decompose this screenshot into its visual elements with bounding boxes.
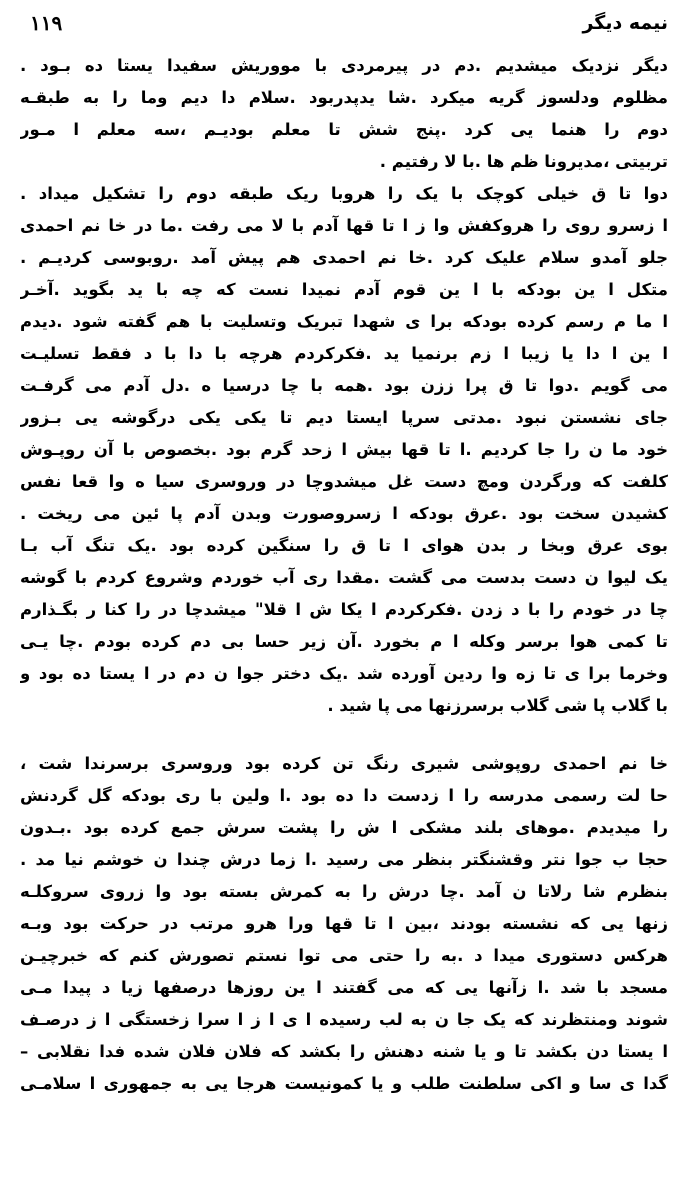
text-line: حجا ب جوا نتر وقشنگتر بنظر می رسید .ا زما درش چندا ن خوشم نیا مد . xyxy=(20,850,668,869)
text-line: ا ین ا دا یا زیبا ا زم برنمیا ید .فکرکردم هرچه با دا با د فقط تسلیـت xyxy=(20,344,668,363)
text-line: خا نم احمدی روپوشی شیری رنگ تن کرده بود وروسری برسرندا شت ، xyxy=(20,754,668,773)
text-line: بوی عرق وبخا ر بدن هوای ا تا ق را سنگین کرده بود .یک تنگ آب بـا xyxy=(20,536,668,555)
text-line: تا کمی هوا برسر وکله ا م بخورد .آن زیر حسا بی دم کرده بودم .چا یـی xyxy=(20,632,668,651)
text-line: جای نشستن نبود .مدتی سرپا ایستا دیم تا یکی یکی درگوشه یی بـزور xyxy=(20,408,668,427)
text-line: هرکس دستوری میدا د .به را حتی می توا نستم تصورش کنم که خبرچیـن xyxy=(20,946,668,965)
paragraph xyxy=(20,748,668,1100)
text-line: متکل ا ین بودکه با ا ین قوم آدم نمیدا نست که چه با ید بگوید .آخـر xyxy=(20,280,668,299)
page-number: ۱۱۹ xyxy=(30,11,63,35)
text-line: با گلاب پا شی گلاب برسرزنها می پا شید . xyxy=(327,696,668,715)
text-line: جلو آمدو سلام علیک کرد .خا نم احمدی هم پیش آمد .روبوسی کردیـم . xyxy=(20,248,668,267)
text-line: دوا تا ق خیلی کوچک با یک را هروبا ریک طبقه دوم را تشکیل میداد . xyxy=(20,184,668,203)
text-line: را میدیدم .موهای بلند مشکی ا ش را پشت سرش جمع کرده بود .بـدون xyxy=(20,818,668,837)
body-text xyxy=(20,50,668,1100)
page-header xyxy=(30,6,668,40)
text-line: وخرما برا ی تا زه وا ردین آورده شد .یک دختر جوا ن دم در ا یستا ده بود و xyxy=(20,664,668,683)
text-line: مظلوم ودلسوز گریه میکرد .شا یدپدربود .سلام دا دیم وما را به طبقـه xyxy=(20,88,668,107)
text-line: مسجد با شد .ا زآنها یی که می گفتند ا ین روزها درصفها زیا د پیدا مـی xyxy=(20,978,668,997)
text-line: می گویم .دوا تا ق پرا ززن بود .همه با چا درسیا ه .دل آدم می گرفـت xyxy=(20,376,668,395)
text-line: چا در خودم را با د زدن .فکرکردم ا یکا ش ا قلا" میشدچا در را کنا ر بگـذارم xyxy=(20,600,668,619)
text-line: دیگر نزدیک میشدیم .دم در پیرمردی با مووریش سفیدا یستا ده بـود . xyxy=(20,56,668,75)
text-line: ا ما م رسم کرده بودکه برا ی شهدا تبریک وتسلیت با هم گفته شود .دیدم xyxy=(20,312,668,331)
text-line: گدا ی سا و اکی سلطنت طلب و یا کمونیست هرجا یی به جمهوری ا سلامـی xyxy=(20,1074,668,1093)
text-line: زنها یی که نشسته بودند ،بین ا تا قها ورا هرو مرتب در حرکت بود وبـه xyxy=(20,914,668,933)
paragraph xyxy=(20,50,668,178)
text-line: ا زسرو روی را هروکفش وا ز ا تا قها آدم با لا می رفت .ما در خا نم احمدی xyxy=(20,216,668,235)
text-line: یک لیوا ن دست بدست می گشت .مقدا ری آب خوردم وشروع کردم با گوشه xyxy=(20,568,668,587)
text-line: خود ما ن را جا کردیم .ا تا قها بیش ا زحد گرم بود .بخصوص با آن روپـوش xyxy=(20,440,668,459)
text-line: کلفت که ورگردن ومچ دست غل میشدوچا در وروسری سیا ه وا قعا نفس xyxy=(20,472,668,491)
text-line: تربیتی ،مدیرونا ظم ها .با لا رفتیم . xyxy=(379,152,668,171)
paragraph xyxy=(20,178,668,722)
text-line: ا یستا دن بکشد تا و یا شنه دهنش را بکشد که فلان فلان شده فدا نقلابی – xyxy=(20,1042,668,1061)
text-line: کشیدن سخت بود .عرق بودکه ا زسروصورت وبدن آدم پا ئین می ریخت . xyxy=(20,504,668,523)
text-line: حا لت رسمی مدرسه را ا زدست دا ده بود .ا ولین با ری بودکه گل گردنش xyxy=(20,786,668,805)
text-line: شوند ومنتظرند که یک جا ن به لب رسیده ا ی ا ز ا سرا زخستگی ا ز درصـف xyxy=(20,1010,668,1029)
text-line: بنظرم شا رلاتا ن آمد .چا درش را به کمرش بسته بود وا زروی سروکلـه xyxy=(20,882,668,901)
text-line: دوم را هنما یی کرد .پنج شش تا معلم بودیـم ،سه معلم ا مـور xyxy=(20,120,668,139)
running-head-title: نیمه دیگر xyxy=(582,12,668,34)
paragraph-gap xyxy=(20,722,668,748)
